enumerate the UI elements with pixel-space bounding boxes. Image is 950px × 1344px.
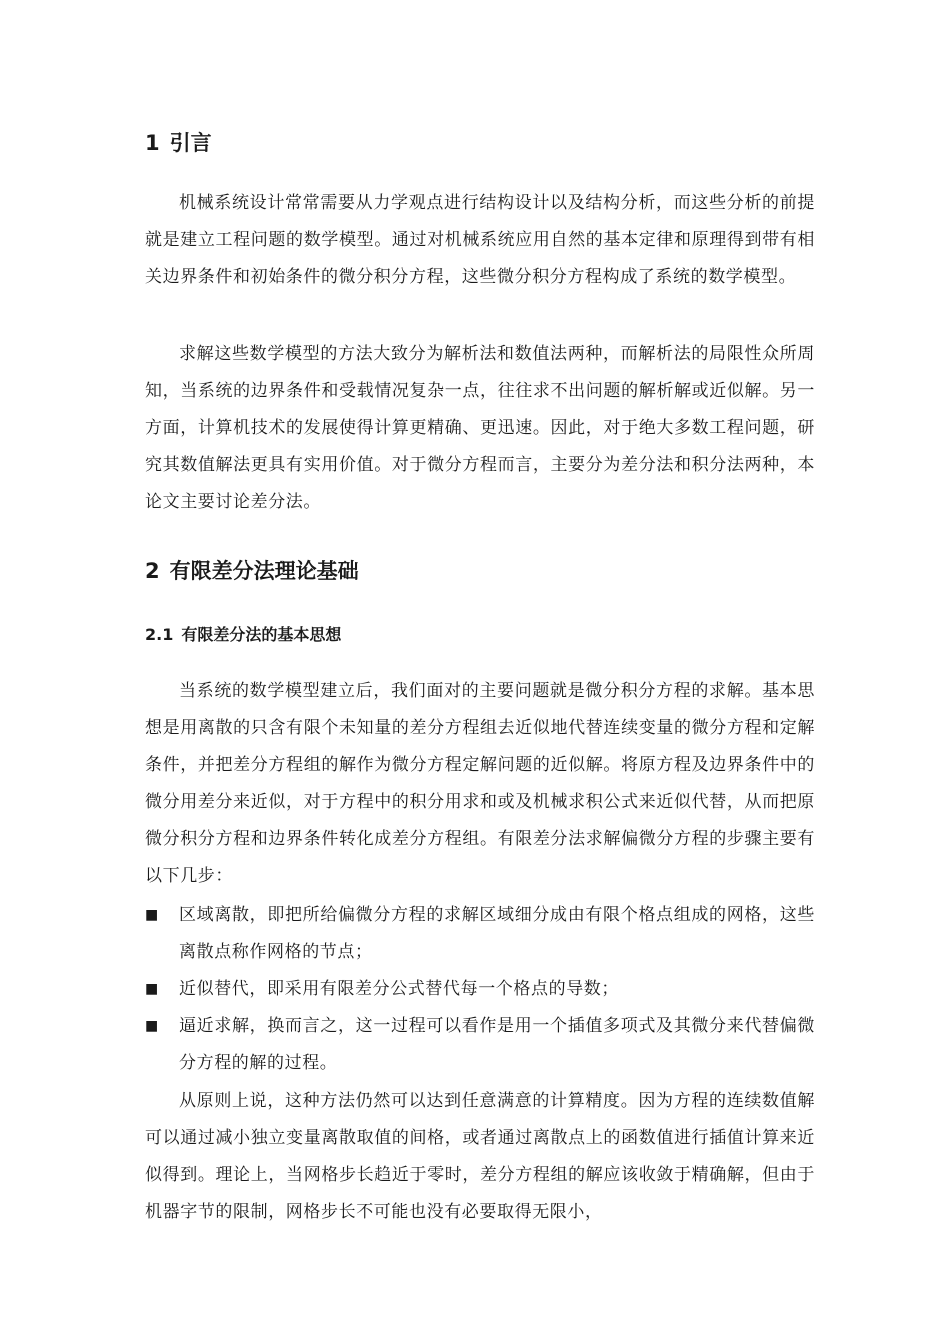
list-item-text: 区域离散，即把所给偏微分方程的求解区域细分成由有限个格点组成的网格，这些离散点称作网格的节点；	[179, 905, 815, 962]
steps-list	[145, 897, 815, 1082]
list-item	[145, 1008, 815, 1082]
section-1-heading	[145, 127, 212, 157]
square-bullet-icon: ■	[145, 1018, 159, 1034]
subsection-2-1-number: 2.1	[145, 625, 174, 644]
list-item	[145, 971, 815, 1008]
square-bullet-icon: ■	[145, 981, 159, 997]
list-item-text: 近似替代，即采用有限差分公式替代每一个格点的导数；	[179, 979, 619, 999]
subsection-2-1-intro: 当系统的数学模型建立后，我们面对的主要问题就是微分积分方程的求解。基本思想是用离散的只含有限个未知量的差分方程组去近似地代替连续变量的微分方程和定解条件，并把差分方程组的解作为微分方程定解问题的近似解。将原方程及边界条件中的微分用差分来近似，对于方程中的积分用求和或及机械求积公式来近似代替，从而把原微分积分方程和边界条件转化成差分方程组。有限差分法求解偏微分方程的步骤主要有以下几步：	[145, 681, 815, 886]
list-item-text: 逼近求解，换而言之，这一过程可以看作是用一个插值多项式及其微分来代替偏微分方程的解的过程。	[179, 1016, 815, 1073]
list-item	[145, 897, 815, 971]
section-1-number: 1	[145, 131, 160, 155]
section-1-paragraph-1: 机械系统设计常常需要从力学观点进行结构设计以及结构分析，而这些分析的前提就是建立工程问题的数学模型。通过对机械系统应用自然的基本定律和原理得到带有相关边界条件和初始条件的微分积分方程，这些微分积分方程构成了系统的数学模型。	[145, 193, 815, 287]
subsection-2-1-heading	[145, 622, 341, 645]
section-2-heading	[145, 555, 359, 585]
square-bullet-icon: ■	[145, 907, 159, 923]
section-2-number: 2	[145, 559, 160, 583]
section-1-title: 引言	[169, 131, 212, 155]
section-2-title: 有限差分法理论基础	[169, 559, 359, 583]
section-1-paragraph-2: 求解这些数学模型的方法大致分为解析法和数值法两种，而解析法的局限性众所周知，当系统的边界条件和受载情况复杂一点，往往求不出问题的解析解或近似解。另一方面，计算机技术的发展使得计算更精确、更迅速。因此，对于绝大多数工程问题，研究其数值解法更具有实用价值。对于微分方程而言，主要分为差分法和积分法两种，本论文主要讨论差分法。	[145, 344, 815, 512]
subsection-2-1-title: 有限差分法的基本思想	[181, 625, 342, 644]
subsection-2-1-closing: 从原则上说，这种方法仍然可以达到任意满意的计算精度。因为方程的连续数值解可以通过减小独立变量离散取值的间格，或者通过离散点上的函数值进行插值计算来近似得到。理论上，当网格步长趋近于零时，差分方程组的解应该收敛于精确解，但由于机器字节的限制，网格步长不可能也没有必要取得无限小，	[145, 1091, 815, 1222]
